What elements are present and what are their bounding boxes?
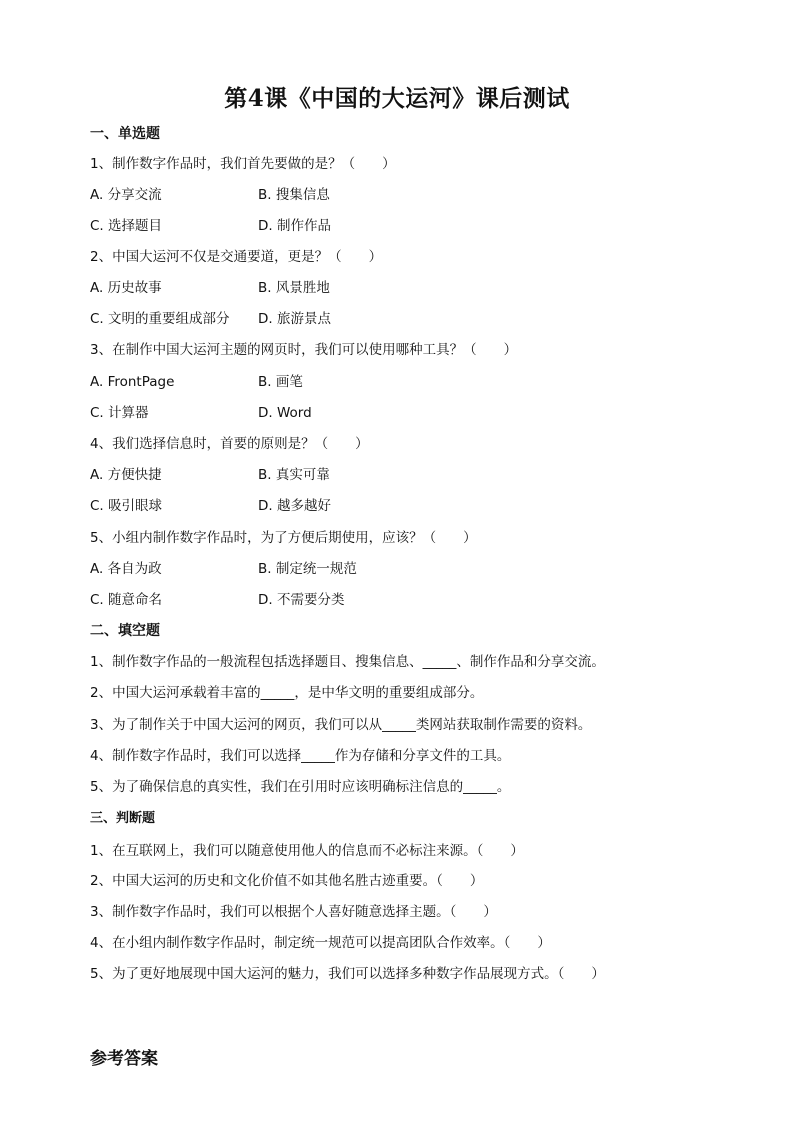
question-5-option-a: A. 各自为政 [90, 561, 162, 577]
true-false-2: 2、中国大运河的历史和文化价值不如其他名胜古迹重要。（ ） [90, 873, 484, 889]
question-1: 1、制作数字作品时，我们首先要做的是？（ ） [90, 156, 396, 172]
question-3-option-d: D. Word [258, 405, 312, 421]
section-heading-true-false: 三、判断题 [90, 811, 156, 826]
section-heading-single-choice: 一、单选题 [90, 126, 160, 142]
question-2-option-a: A. 历史故事 [90, 280, 162, 296]
question-2-option-d: D. 旅游景点 [258, 311, 331, 327]
page-title: 第4课《中国的大运河》课后测试 [224, 85, 570, 112]
true-false-5: 5、为了更好地展现中国大运河的魅力，我们可以选择多种数字作品展现方式。（ ） [90, 966, 605, 982]
question-1-option-b: B. 搜集信息 [258, 187, 330, 203]
question-1-option-a: A. 分享交流 [90, 187, 162, 203]
fill-blank-3: 3、为了制作关于中国大运河的网页，我们可以从_____类网站获取制作需要的资料。 [90, 717, 592, 733]
question-5-option-d: D. 不需要分类 [258, 592, 345, 608]
answers-heading: 参考答案 [90, 1049, 158, 1069]
question-4-option-c: C. 吸引眼球 [90, 498, 163, 514]
fill-blank-1: 1、制作数字作品的一般流程包括选择题目、搜集信息、_____、制作作品和分享交流。 [90, 654, 605, 670]
question-4: 4、我们选择信息时，首要的原则是？（ ） [90, 436, 369, 452]
true-false-3: 3、制作数字作品时，我们可以根据个人喜好随意选择主题。（ ） [90, 904, 497, 920]
question-3-option-c: C. 计算器 [90, 405, 149, 421]
question-3-option-a: A. FrontPage [90, 374, 175, 390]
question-4-option-a: A. 方便快捷 [90, 467, 162, 483]
fill-blank-2: 2、中国大运河承载着丰富的_____，是中华文明的重要组成部分。 [90, 685, 484, 701]
question-1-option-d: D. 制作作品 [258, 218, 331, 234]
fill-blank-4: 4、制作数字作品时，我们可以选择_____作为存储和分享文件的工具。 [90, 748, 511, 764]
question-2: 2、中国大运河不仅是交通要道，更是？（ ） [90, 249, 383, 265]
question-5: 5、小组内制作数字作品时，为了方便后期使用，应该？（ ） [90, 530, 477, 546]
question-5-option-b: B. 制定统一规范 [258, 561, 357, 577]
question-4-option-d: D. 越多越好 [258, 498, 331, 514]
question-1-option-c: C. 选择题目 [90, 218, 163, 234]
question-2-option-c: C. 文明的重要组成部分 [90, 311, 230, 327]
question-2-option-b: B. 风景胜地 [258, 280, 330, 296]
question-3-option-b: B. 画笔 [258, 374, 303, 390]
true-false-4: 4、在小组内制作数字作品时，制定统一规范可以提高团队合作效率。（ ） [90, 935, 551, 951]
true-false-1: 1、在互联网上，我们可以随意使用他人的信息而不必标注来源。（ ） [90, 843, 524, 859]
section-heading-fill-blank: 二、填空题 [90, 623, 160, 639]
question-5-option-c: C. 随意命名 [90, 592, 163, 608]
question-4-option-b: B. 真实可靠 [258, 467, 330, 483]
fill-blank-5: 5、为了确保信息的真实性，我们在引用时应该明确标注信息的_____。 [90, 779, 511, 795]
question-3: 3、在制作中国大运河主题的网页时，我们可以使用哪种工具？（ ） [90, 342, 518, 358]
